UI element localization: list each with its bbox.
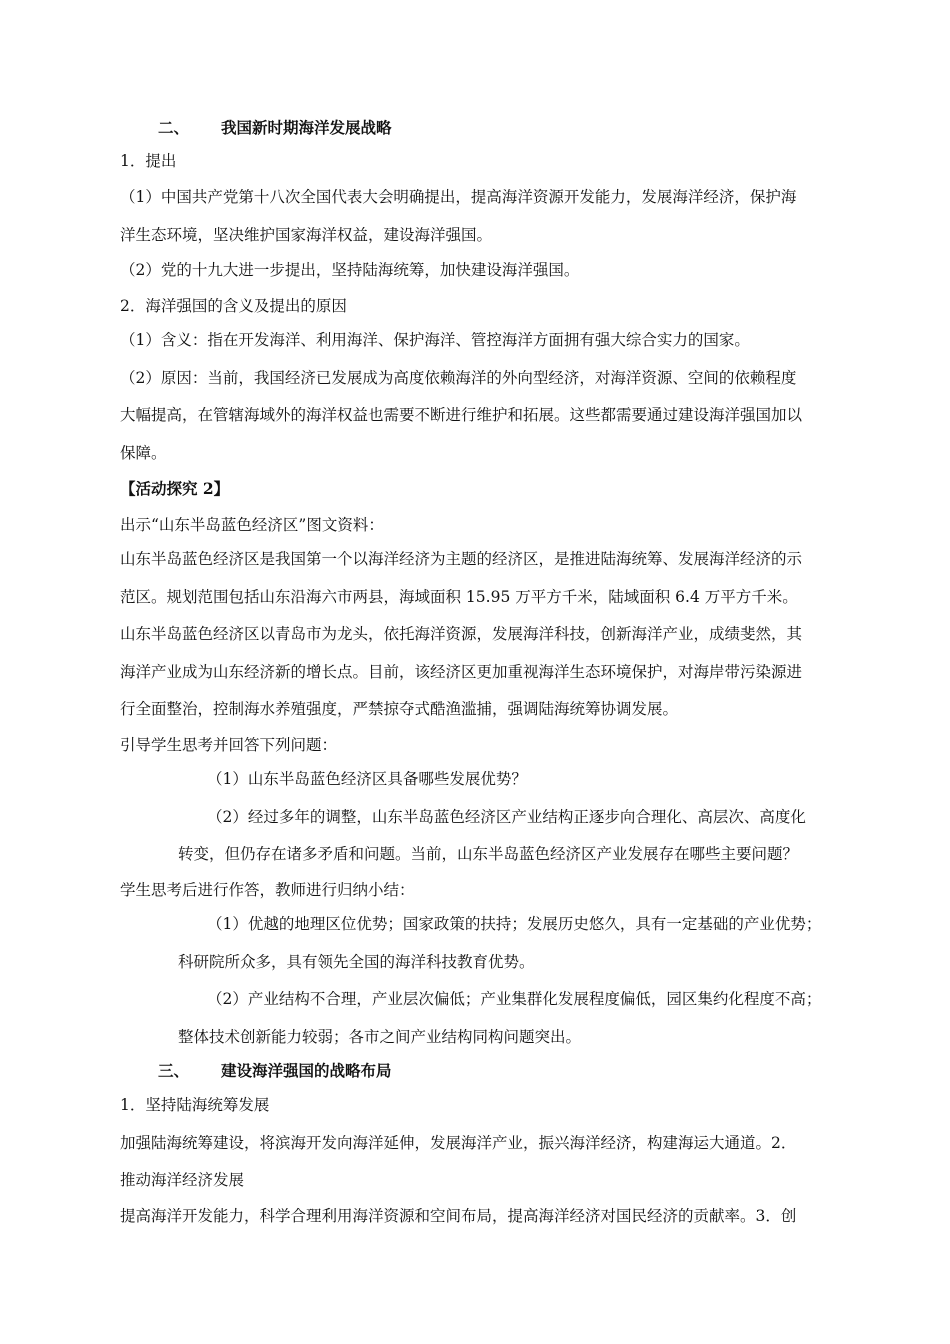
- section-2-number: 二、: [158, 118, 190, 137]
- answer-1-line1: （1）优越的地理区位优势；国家政策的扶持；发展历史悠久，具有一定基础的产业优势；: [207, 915, 822, 933]
- section-2-title: 我国新时期海洋发展战略: [221, 118, 392, 137]
- s2-item1-p1-line1: （1）中国共产党第十八次全国代表大会明确提出，提高海洋资源开发能力，发展海洋经济，保护海: [120, 188, 797, 206]
- s3-item1-text: 加强陆海统筹建设，将滨海开发向海洋延伸，发展海洋产业，振兴海洋经济，构建海运大通道。2．: [120, 1134, 797, 1152]
- question-2-line2: 转变，但仍存在诸多矛盾和问题。当前，山东半岛蓝色经济区产业发展存在哪些主要问题？: [178, 845, 799, 863]
- answer-2-line1: （2）产业结构不合理，产业层次偏低；产业集群化发展程度偏低，园区集约化程度不高；: [207, 990, 822, 1008]
- s2-item2-title: 2．海洋强国的含义及提出的原因: [120, 297, 347, 315]
- s2-item2-p2-line3: 保障。: [120, 444, 167, 462]
- section-3-number: 三、: [158, 1061, 190, 1080]
- activity-para1-line2: 范区。规划范围包括山东沿海六市两县，海域面积 15.95 万平方千米，陆域面积 6.4 万平方千米。: [120, 588, 798, 606]
- activity-guide: 引导学生思考并回答下列问题：: [120, 736, 338, 754]
- s2-item1-title: 1．提出: [120, 152, 177, 170]
- section-3-title: 建设海洋强国的战略布局: [221, 1061, 392, 1080]
- answer-intro: 学生思考后进行作答，教师进行归纳小结：: [120, 881, 415, 899]
- activity-para1-line1: 山东半岛蓝色经济区是我国第一个以海洋经济为主题的经济区，是推进陆海统筹、发展海洋经济的示: [120, 550, 803, 568]
- activity-para2-line1: 山东半岛蓝色经济区以青岛市为龙头，依托海洋资源，发展海洋科技，创新海洋产业，成绩斐然，其: [120, 625, 803, 643]
- answer-2-line2: 整体技术创新能力较弱；各市之间产业结构同构问题突出。: [178, 1028, 582, 1046]
- s3-item2-text: 提高海洋开发能力，科学合理利用海洋资源和空间布局，提高海洋经济对国民经济的贡献率。3．创: [120, 1207, 797, 1225]
- question-2-line1: （2）经过多年的调整，山东半岛蓝色经济区产业结构正逐步向合理化、高层次、高度化: [207, 808, 806, 826]
- activity-para2-line3: 行全面整治，控制海水养殖强度，严禁掠夺式酷渔滥捕，强调陆海统筹协调发展。: [120, 700, 679, 718]
- activity-para2-line2: 海洋产业成为山东经济新的增长点。目前，该经济区更加重视海洋生态环境保护，对海岸带污染源进: [120, 663, 803, 681]
- activity-title: 【活动探究 2】: [120, 479, 230, 498]
- answer-1-line2: 科研院所众多，具有领先全国的海洋科技教育优势。: [178, 953, 535, 971]
- s2-item2-p2-line1: （2）原因：当前，我国经济已发展成为高度依赖海洋的外向型经济，对海洋资源、空间的依赖程度: [120, 369, 797, 387]
- s3-item2-title: 推动海洋经济发展: [120, 1171, 245, 1189]
- s3-item1-title: 1．坚持陆海统筹发展: [120, 1096, 270, 1114]
- activity-intro: 出示“山东半岛蓝色经济区”图文资料：: [120, 516, 384, 534]
- s2-item2-p1: （1）含义：指在开发海洋、利用海洋、保护海洋、管控海洋方面拥有强大综合实力的国家。: [120, 331, 750, 349]
- s2-item2-p2-line2: 大幅提高，在管辖海域外的海洋权益也需要不断进行维护和拓展。这些都需要通过建设海洋强国加以: [120, 406, 803, 424]
- s2-item1-p2: （2）党的十九大进一步提出，坚持陆海统筹，加快建设海洋强国。: [120, 261, 580, 279]
- s2-item1-p1-line2: 洋生态环境，坚决维护国家海洋权益，建设海洋强国。: [120, 226, 493, 244]
- question-1: （1）山东半岛蓝色经济区具备哪些发展优势？: [207, 770, 527, 788]
